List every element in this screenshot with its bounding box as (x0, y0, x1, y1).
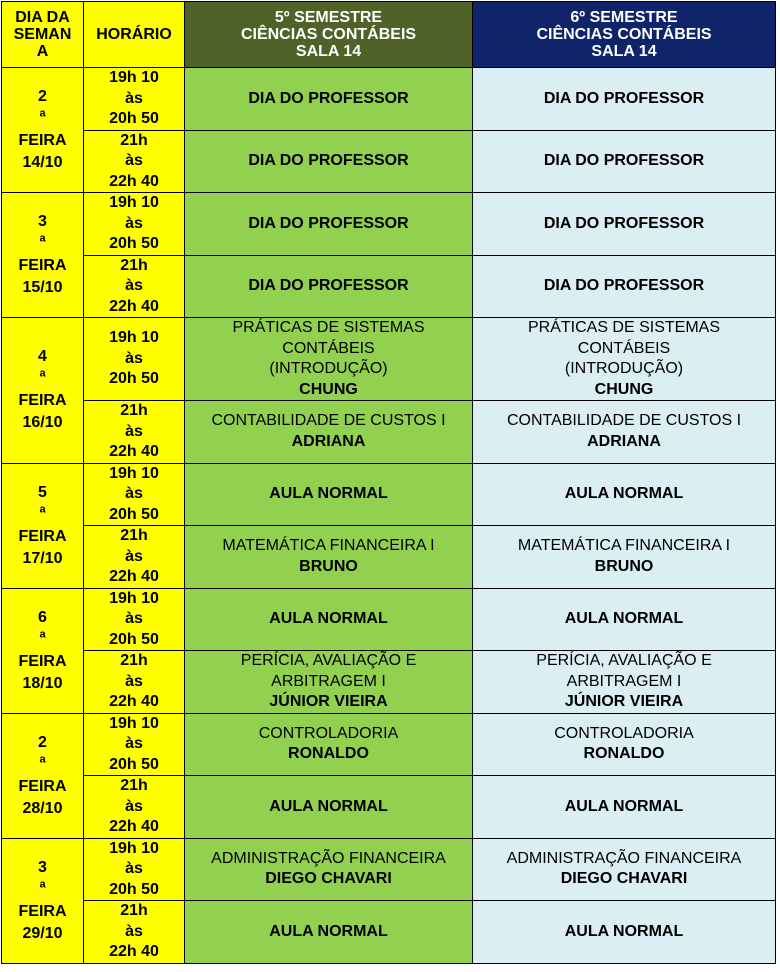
subject-line: (INTRODUÇÃO) (564, 360, 684, 377)
semester-5-class (185, 193, 473, 256)
class-status: AULA NORMAL (269, 797, 388, 815)
class-content (473, 214, 775, 235)
time-slot-cell (84, 838, 185, 901)
time-slot-line: às (125, 152, 143, 169)
semester-5-class (185, 838, 473, 901)
professor-name: JÚNIOR VIEIRA (269, 693, 388, 710)
day-label: FEIRA (18, 392, 67, 410)
time-slot-line: às (125, 735, 143, 752)
time-slot-cell (84, 901, 185, 964)
class-content (185, 724, 472, 765)
semester-6-class (473, 401, 776, 464)
semester-6-class (473, 713, 776, 776)
table-row (2, 713, 776, 776)
class-content (473, 651, 775, 713)
time-slot-cell (84, 651, 185, 714)
class-content (473, 318, 775, 400)
time-slot-line: 22h 40 (109, 172, 159, 190)
day-number-value: 3 (38, 213, 47, 230)
semester-6-class (473, 588, 776, 651)
day-number (2, 482, 83, 526)
day-number (2, 857, 83, 901)
semester-5-class (185, 401, 473, 464)
class-status: AULA NORMAL (269, 922, 388, 940)
day-ordinal: a (39, 628, 46, 641)
table-row (2, 901, 776, 964)
class-content (185, 214, 472, 235)
class-status: DIA DO PROFESSOR (543, 277, 705, 294)
day-ordinal: a (39, 878, 46, 891)
day-number (2, 732, 83, 776)
day-number-value: 5 (38, 483, 47, 501)
day-cell (2, 193, 84, 318)
header-s6-line: CIÊNCIAS CONTÁBEIS (536, 26, 712, 43)
class-content (473, 536, 775, 577)
time-slot-cell (84, 776, 185, 839)
time-slot-line: às (125, 860, 143, 877)
table-row (2, 588, 776, 651)
time-slot-line: às (125, 485, 143, 502)
class-content (185, 536, 472, 577)
semester-5-class (185, 318, 473, 401)
day-number-value: 3 (38, 858, 47, 876)
subject-line: ADMINISTRAÇÃO FINANCEIRA (211, 849, 446, 867)
time-slot-line: 19h 10 (109, 194, 159, 211)
class-status: DIA DO PROFESSOR (543, 214, 705, 232)
header-s6-line: SALA 14 (591, 43, 657, 60)
time-slot-line: às (125, 89, 143, 107)
header-day-line: A (36, 43, 49, 60)
class-content (185, 922, 472, 943)
subject-line: MATEMÁTICA FINANCEIRA I (517, 537, 731, 555)
header-semester-6 (473, 2, 776, 68)
table-row (2, 255, 776, 318)
time-slot-line: 21h (120, 777, 148, 794)
class-status: AULA NORMAL (269, 485, 388, 502)
header-s6-line: 6º SEMESTRE (570, 9, 678, 26)
time-slot-line: 19h 10 (109, 839, 159, 857)
semester-5-class (185, 463, 473, 526)
class-content (185, 318, 472, 400)
semester-6-class (473, 318, 776, 401)
table-row (2, 651, 776, 714)
day-number-value: 2 (38, 88, 47, 105)
semester-6-class (473, 193, 776, 256)
table-row (2, 401, 776, 464)
semester-5-class (185, 651, 473, 714)
professor-name: CHUNG (299, 380, 358, 398)
day-label: FEIRA (18, 527, 67, 545)
subject-line: ADMINISTRAÇÃO FINANCEIRA (506, 849, 742, 867)
class-content (473, 276, 775, 297)
time-slot-cell (84, 130, 185, 193)
semester-5-class (185, 68, 473, 131)
schedule-body (2, 68, 776, 964)
table-row (2, 526, 776, 589)
professor-name: JÚNIOR VIEIRA (564, 693, 684, 710)
day-number-value: 4 (38, 348, 47, 366)
day-ordinal: a (39, 232, 46, 245)
class-status: DIA DO PROFESSOR (248, 277, 409, 294)
header-time: HORÁRIO (84, 2, 185, 68)
semester-5-class (185, 588, 473, 651)
time-slot-line: 21h (120, 527, 148, 544)
semester-6-class (473, 901, 776, 964)
class-content (185, 411, 472, 452)
time-slot-line: 22h 40 (109, 818, 159, 835)
day-ordinal: a (39, 753, 46, 766)
day-date: 17/10 (22, 549, 63, 567)
time-slot-line: às (125, 672, 143, 690)
class-status: AULA NORMAL (269, 610, 388, 627)
time-slot-line: às (125, 922, 143, 940)
subject-line: PERÍCIA, AVALIAÇÃO E (536, 652, 712, 669)
time-slot-line: 21h (120, 256, 148, 274)
header-s5-line: 5º SEMESTRE (274, 9, 383, 26)
time-slot-line: 19h 10 (109, 464, 159, 482)
time-slot-line: 20h 50 (109, 880, 159, 898)
class-status: DIA DO PROFESSOR (248, 214, 409, 232)
professor-name: DIEGO CHAVARI (265, 870, 392, 888)
time-slot-line: às (125, 214, 143, 232)
class-content (185, 797, 472, 818)
class-content (185, 89, 472, 110)
time-slot-line: às (125, 797, 143, 815)
day-date: 16/10 (22, 414, 63, 432)
time-slot-cell (84, 588, 185, 651)
day-date: 18/10 (22, 674, 63, 692)
professor-name: ADRIANA (587, 432, 661, 450)
day-date: 14/10 (22, 154, 63, 171)
professor-name: BRUNO (299, 557, 358, 575)
table-row (2, 776, 776, 839)
subject-line: PRÁTICAS DE SISTEMAS (232, 319, 425, 336)
day-date: 15/10 (22, 279, 63, 296)
day-number (2, 86, 83, 130)
class-content (473, 724, 775, 765)
class-status: AULA NORMAL (564, 610, 684, 627)
subject-line: ARBITRAGEM I (566, 672, 682, 690)
class-content (473, 849, 775, 890)
time-slot-cell (84, 68, 185, 131)
day-label: FEIRA (18, 777, 67, 795)
semester-6-class (473, 526, 776, 589)
class-content (185, 151, 472, 172)
time-slot-line: 22h 40 (109, 297, 159, 315)
semester-6-class (473, 463, 776, 526)
class-status: AULA NORMAL (564, 797, 684, 815)
time-slot-line: 22h 40 (109, 568, 159, 585)
time-slot-line: 19h 10 (109, 69, 159, 86)
class-content (473, 484, 775, 505)
day-label: FEIRA (18, 902, 67, 920)
subject-line: PRÁTICAS DE SISTEMAS (527, 319, 721, 336)
day-cell (2, 463, 84, 588)
time-slot-cell (84, 713, 185, 776)
class-content (473, 151, 775, 172)
semester-5-class (185, 255, 473, 318)
class-status: AULA NORMAL (564, 922, 684, 940)
table-row (2, 318, 776, 401)
table-row (2, 193, 776, 256)
class-status: AULA NORMAL (564, 485, 684, 502)
day-cell (2, 713, 84, 838)
header-day-line: DIA DA (15, 9, 70, 26)
header-s5-line: CIÊNCIAS CONTÁBEIS (240, 26, 417, 43)
time-slot-line: 21h (120, 131, 148, 149)
table-row (2, 463, 776, 526)
subject-line: (INTRODUÇÃO) (269, 360, 388, 377)
class-content (185, 849, 472, 890)
subject-line: CONTROLADORIA (258, 724, 399, 742)
time-slot-line: 21h (120, 902, 148, 919)
table-row (2, 68, 776, 131)
day-ordinal: a (39, 107, 46, 120)
semester-6-class (473, 776, 776, 839)
day-ordinal: a (39, 367, 46, 380)
class-content (473, 609, 775, 630)
time-slot-line: 22h 40 (109, 943, 159, 960)
class-content (185, 276, 472, 297)
time-slot-cell (84, 463, 185, 526)
day-number (2, 607, 83, 651)
class-content (473, 411, 775, 452)
header-day-line: SEMAN (13, 26, 72, 43)
class-content (473, 89, 775, 110)
time-slot-line: 22h 40 (109, 443, 159, 460)
time-slot-cell (84, 255, 185, 318)
header-s5-line: SALA 14 (295, 43, 362, 60)
day-number-value: 6 (38, 608, 47, 626)
semester-5-class (185, 776, 473, 839)
day-label: FEIRA (18, 257, 67, 274)
time-slot-line: 20h 50 (109, 235, 159, 252)
class-content (185, 484, 472, 505)
semester-6-class (473, 68, 776, 131)
professor-name: CHUNG (594, 380, 654, 398)
time-slot-line: às (125, 349, 143, 367)
semester-5-class (185, 713, 473, 776)
time-slot-line: 19h 10 (109, 589, 159, 607)
header-semester-5 (185, 2, 473, 68)
time-slot-cell (84, 526, 185, 589)
time-slot-line: 19h 10 (109, 329, 159, 347)
semester-6-class (473, 130, 776, 193)
time-slot-line: 20h 50 (109, 110, 159, 127)
day-cell (2, 838, 84, 963)
time-slot-line: às (125, 610, 143, 627)
day-cell (2, 318, 84, 464)
day-label: FEIRA (18, 652, 67, 670)
time-slot-cell (84, 401, 185, 464)
table-row (2, 838, 776, 901)
class-status: DIA DO PROFESSOR (248, 152, 409, 169)
time-slot-line: 21h (120, 402, 148, 419)
subject-line: CONTROLADORIA (554, 724, 694, 742)
time-slot-cell (84, 318, 185, 401)
subject-line: MATEMÁTICA FINANCEIRA I (222, 537, 435, 555)
class-status: DIA DO PROFESSOR (543, 152, 705, 169)
day-number-value: 2 (38, 733, 47, 751)
day-ordinal: a (39, 503, 46, 516)
class-status: DIA DO PROFESSOR (543, 89, 705, 107)
semester-5-class (185, 526, 473, 589)
time-slot-line: 20h 50 (109, 505, 159, 523)
subject-line: ARBITRAGEM I (271, 672, 386, 690)
time-slot-line: às (125, 277, 143, 294)
semester-6-class (473, 838, 776, 901)
professor-name: RONALDO (583, 745, 665, 763)
professor-name: BRUNO (594, 557, 654, 575)
class-content (185, 609, 472, 630)
time-slot-line: 20h 50 (109, 370, 159, 388)
time-slot-line: 22h 40 (109, 693, 159, 710)
subject-line: PERÍCIA, AVALIAÇÃO E (240, 652, 417, 669)
professor-name: DIEGO CHAVARI (560, 870, 688, 888)
day-cell (2, 588, 84, 713)
time-slot-line: 21h (120, 652, 148, 669)
professor-name: RONALDO (288, 745, 369, 763)
header-day (2, 2, 84, 68)
day-date: 29/10 (22, 924, 63, 942)
table-row (2, 130, 776, 193)
class-content (473, 797, 775, 818)
day-number (2, 346, 83, 390)
subject-line: CONTÁBEIS (577, 339, 671, 357)
day-date: 28/10 (22, 799, 63, 817)
time-slot-line: 19h 10 (109, 714, 159, 732)
semester-5-class (185, 130, 473, 193)
professor-name: ADRIANA (291, 432, 366, 450)
class-status: DIA DO PROFESSOR (248, 89, 409, 107)
header-row (2, 2, 776, 68)
time-slot-line: 20h 50 (109, 755, 159, 773)
day-label: FEIRA (18, 132, 67, 149)
subject-line: CONTABILIDADE DE CUSTOS I (211, 412, 446, 430)
subject-line: CONTABILIDADE DE CUSTOS I (506, 412, 742, 430)
time-slot-line: às (125, 422, 143, 440)
time-slot-line: às (125, 547, 143, 565)
semester-5-class (185, 901, 473, 964)
semester-6-class (473, 255, 776, 318)
day-cell (2, 68, 84, 193)
subject-line: CONTÁBEIS (282, 339, 375, 357)
schedule-table (1, 1, 776, 964)
class-content (185, 651, 472, 713)
time-slot-cell (84, 193, 185, 256)
semester-6-class (473, 651, 776, 714)
time-slot-line: 20h 50 (109, 630, 159, 648)
class-content (473, 922, 775, 943)
day-number (2, 211, 83, 255)
